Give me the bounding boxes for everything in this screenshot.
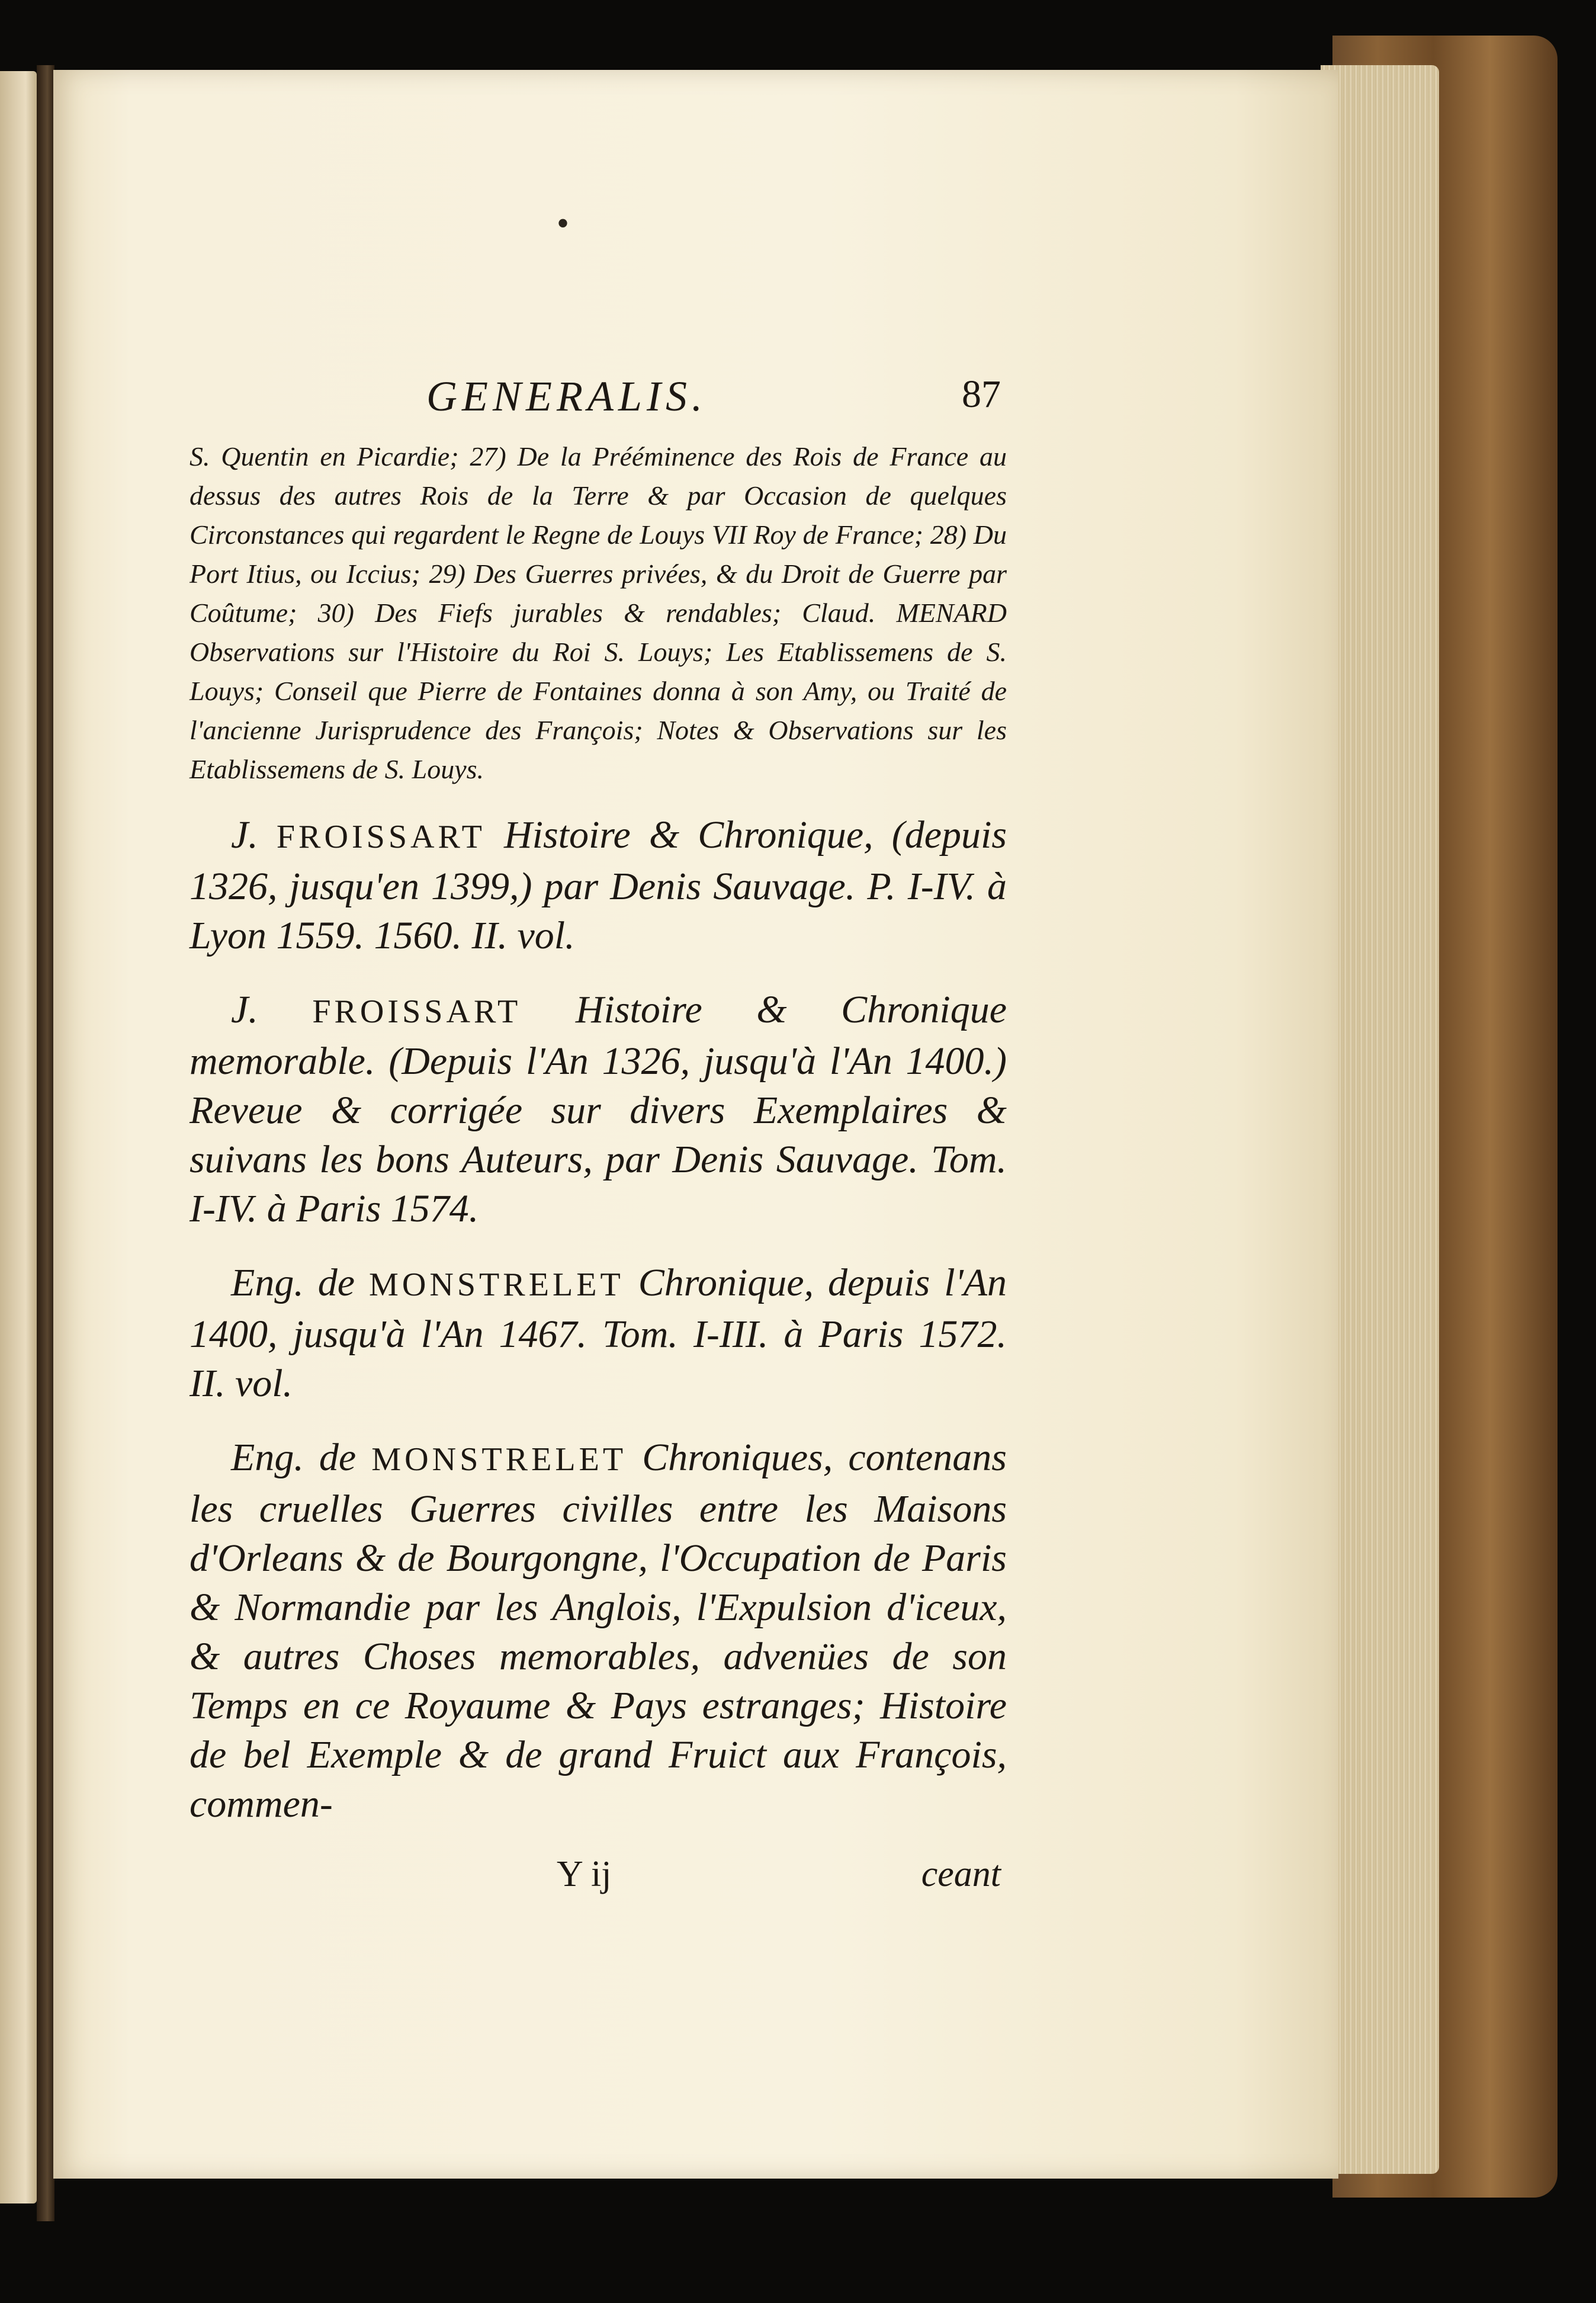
entry-lead: Eng. de: [231, 1261, 355, 1304]
page-block-edge: [1321, 65, 1439, 2174]
gathering-signature: Y ij: [557, 1854, 612, 1894]
catchword: ceant: [921, 1854, 1001, 1894]
running-head: GENERALIS.: [426, 373, 707, 420]
entry-text: Histoire & Chronique, (depuis 1326, jusqu'en 1399,) par Denis Sauvage. P. I-IV. à Lyon 1559. 1560. II. vol.: [190, 813, 1007, 957]
paragraph-text: S. Quentin en Picardie; 27) De la Prééminence des Rois de France au dessus des autres Rois de la Terre & par Occasion de quelques Circonstances qui regardent le Regne de Louys VII Roy de France; 28) Du Port Itius, ou Iccius; 29) Des Guerres privées, & du Droit de Guerre par Coûtume; 30) Des Fiefs jurables & rendables; Claud. MENARD Observations sur l'Histoire du Roi S. Louys; Les Etablissemens de S. Louys; Conseil que Pierre de Fontaines donna à son Amy, ou Traité de l'ancienne Jurisprudence des François; Notes & Observations sur les Etablissemens de S. Louys.: [190, 441, 1007, 784]
gutter: [37, 65, 54, 2221]
entry-lead: J.: [231, 988, 258, 1031]
entry-text: Chronique, depuis l'An 1400, jusqu'à l'An 1467. Tom. I-III. à Paris 1572. II. vol.: [190, 1261, 1007, 1405]
paragraph-continued: [190, 437, 1007, 789]
right-page: [53, 70, 1338, 2179]
entry-text: Histoire & Chronique memorable. (Depuis l'An 1326, jusqu'à l'An 1400.) Reveue & corrigée sur divers Exemplaires & suivans les bons Auteurs, par Denis Sauvage. Tom. I-IV. à Paris 1574.: [190, 988, 1007, 1230]
page-footer: [190, 1853, 1007, 1907]
text-block: [190, 372, 1007, 1907]
entry-froissart-1: [190, 810, 1007, 960]
signature-dot: •: [557, 204, 570, 243]
page-number: 87: [962, 373, 1001, 416]
author-name: FROISSART: [312, 993, 522, 1030]
entry-monstrelet-1: [190, 1258, 1007, 1408]
left-page-edge: [0, 71, 37, 2203]
author-name: MONSTRELET: [371, 1441, 627, 1478]
entry-froissart-2: [190, 985, 1007, 1233]
entry-lead: J.: [231, 813, 258, 857]
page-header: [190, 372, 1007, 437]
author-name: FROISSART: [276, 819, 486, 855]
entry-text: Chroniques, contenans les cruelles Guerres civilles entre les Maisons d'Orleans & de Bourgongne, l'Occupation de Paris & Normandie par les Anglois, l'Expulsion d'iceux, & autres Choses memorables, advenües de son Temps en ce Royaume & Pays estranges; Histoire de bel Exemple & de grand Fruict aux François, commen-: [190, 1436, 1007, 1826]
entry-monstrelet-2: [190, 1433, 1007, 1829]
entry-lead: Eng. de: [231, 1436, 357, 1479]
author-name: MONSTRELET: [368, 1266, 624, 1303]
